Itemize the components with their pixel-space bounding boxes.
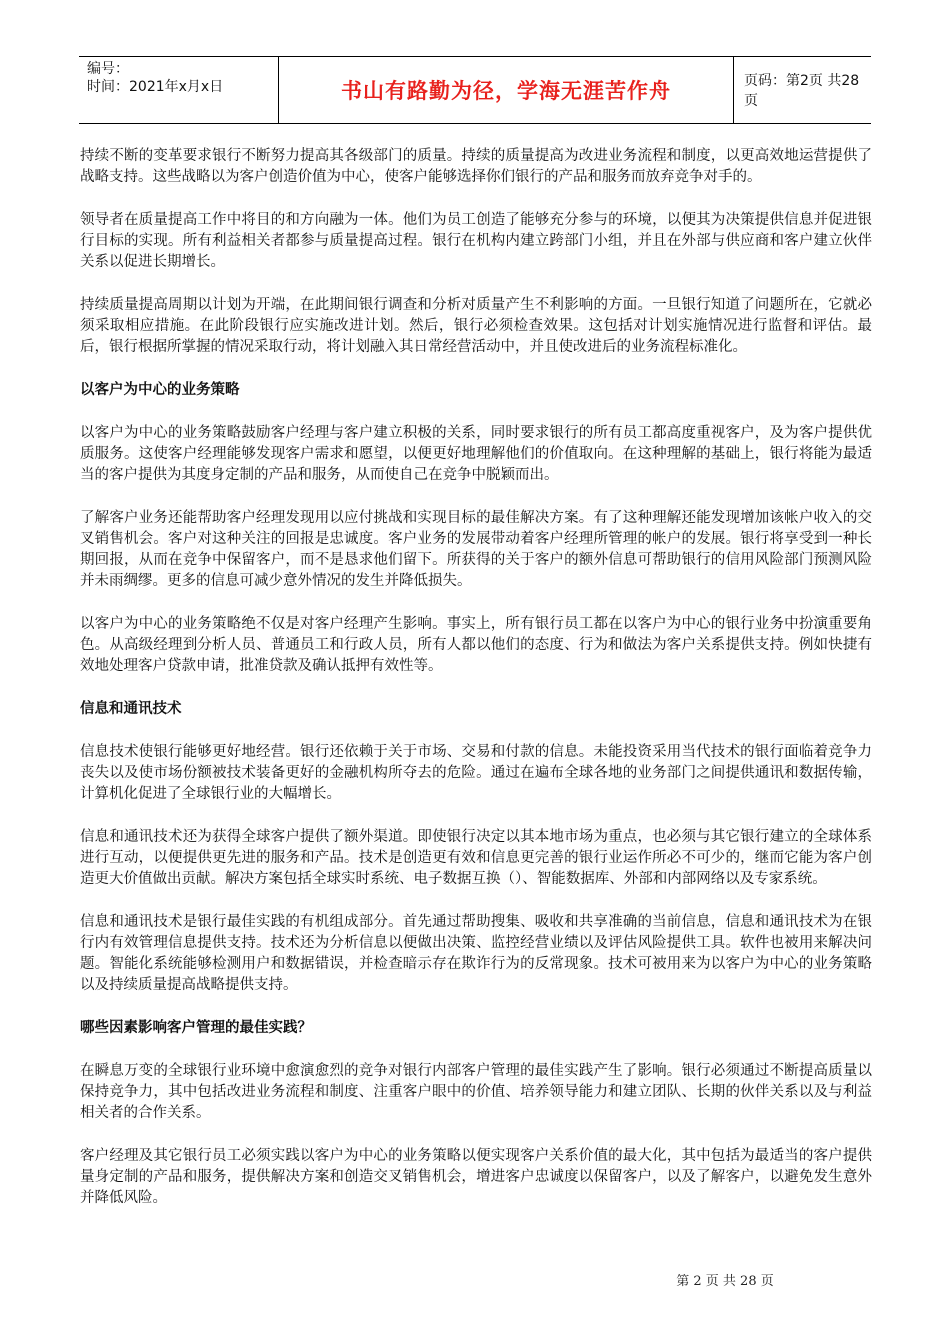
document-body (80, 146, 872, 1231)
paragraph: 持续质量提高周期以计划为开端，在此期间银行调查和分析对质量产生不利影响的方面。一旦银行知道了问题所在，它就必须采取相应措施。在此阶段银行应实施改进计划。然后，银行必须检查效果。这包括对计划实施情况进行监督和评估。最后，银行根据所掌握的情况采取行动，将计划融入其日常经营活动中，并且使改进后的业务流程标准化。 (80, 297, 872, 355)
section-heading: 以客户为中心的业务策略 (80, 382, 240, 398)
header-meta (79, 57, 279, 123)
paragraph: 了解客户业务还能帮助客户经理发现用以应付挑战和实现目标的最佳解决方案。有了这种理解还能发现增加该帐户收入的交叉销售机会。客户对这种关注的回报是忠诚度。客户业务的发展带动着客户经理所管理的帐户的发展。银行将享受到一种长期回报，从而在竞争中保留客户，而不是恳求他们留下。所获得的关于客户的额外信息可帮助银行的信用风险部门预测风险并未雨绸缪。更多的信息可减少意外情况的发生并降低损失。 (80, 510, 872, 589)
document-time-label: 时间：2021年x月x日 (87, 79, 224, 95)
paragraph: 以客户为中心的业务策略绝不仅是对客户经理产生影响。事实上，所有银行员工都在以客户为中心的银行业务中扮演重要角色。从高级经理到分析人员、普通员工和行政人员，所有人都以他们的态度、行为和做法为客户关系提供支持。例如快捷有效地处理客户贷款申请，批准贷款及确认抵押有效性等。 (80, 616, 872, 674)
paragraph: 信息和通讯技术是银行最佳实践的有机组成部分。首先通过帮助搜集、吸收和共享准确的当前信息，信息和通讯技术为在银行内有效管理信息提供支持。技术还为分析信息以便做出决策、监控经营业绩以及评估风险提供工具。软件也被用来解决问题。智能化系统能够检测用户和数据错误，并检查暗示存在欺诈行为的反常现象。技术可被用来为以客户为中心的业务策略以及持续质量提高战略提供支持。 (80, 914, 872, 993)
paragraph: 信息和通讯技术还为获得全球客户提供了额外渠道。即使银行决定以其本地市场为重点，也必须与其它银行建立的全球体系进行互动，以便提供更先进的服务和产品。技术是创造更有效和信息更完善的银行业运作所必不可少的，继而它能为客户创造更大价值做出贡献。解决方案包括全球实时系统、电子数据互换（）、智能数据库、外部和内部网络以及专家系统。 (80, 829, 872, 887)
paragraph: 以客户为中心的业务策略鼓励客户经理与客户建立积极的关系，同时要求银行的所有员工都高度重视客户，及为客户提供优质服务。这使客户经理能够发现客户需求和愿望，以便更好地理解他们的价值取向。在这种理解的基础上，银行将能为最适当的客户提供为其度身定制的产品和服务，从而使自己在竞争中脱颖而出。 (80, 425, 872, 483)
section-heading: 哪些因素影响客户管理的最佳实践？ (80, 1020, 312, 1036)
header-page-label: 页码：第2页 共28页 (744, 73, 860, 109)
paragraph: 在瞬息万变的全球银行业环境中愈演愈烈的竞争对银行内部客户管理的最佳实践产生了影响。银行必须通过不断提高质量以保持竞争力，其中包括改进业务流程和制度、注重客户眼中的价值、培养领导能力和建立团队、长期的伙伴关系以及与利益相关者的合作关系。 (80, 1063, 872, 1121)
header-table (79, 56, 871, 124)
paragraph: 客户经理及其它银行员工必须实践以客户为中心的业务策略以便实现客户关系价值的最大化，其中包括为最适当的客户提供量身定制的产品和服务，提供解决方案和创造交叉销售机会，增进客户忠诚度以保留客户，以及了解客户，以避免发生意外并降低风险。 (80, 1148, 872, 1206)
paragraph: 持续不断的变革要求银行不断努力提高其各级部门的质量。持续的质量提高为改进业务流程和制度，以更高效地运营提供了战略支持。这些战略以为客户创造价值为中心，使客户能够选择你们银行的产品和服务而放弃竞争对手的。 (80, 148, 872, 185)
page-footer: 第 2 页 共 28 页 (676, 1274, 774, 1289)
paragraph: 信息技术使银行能够更好地经营。银行还依赖于关于市场、交易和付款的信息。未能投资采用当代技术的银行面临着竞争力丧失以及使市场份额被技术装备更好的金融机构所夺去的危险。通过在遍布全球各地的业务部门之间提供通讯和数据传输，计算机化促进了全球银行业的大幅增长。 (80, 744, 872, 802)
paragraph: 领导者在质量提高工作中将目的和方向融为一体。他们为员工创造了能够充分参与的环境，以便其为决策提供信息并促进银行目标的实现。所有利益相关者都参与质量提高过程。银行在机构内建立跨部门小组，并且在外部与供应商和客户建立伙伴关系以促进长期增长。 (80, 212, 872, 270)
header-motto: 书山有路勤为径，学海无涯苦作舟 (279, 57, 734, 123)
section-heading: 信息和通讯技术 (80, 701, 182, 717)
document-number-label: 编号： (87, 61, 129, 77)
